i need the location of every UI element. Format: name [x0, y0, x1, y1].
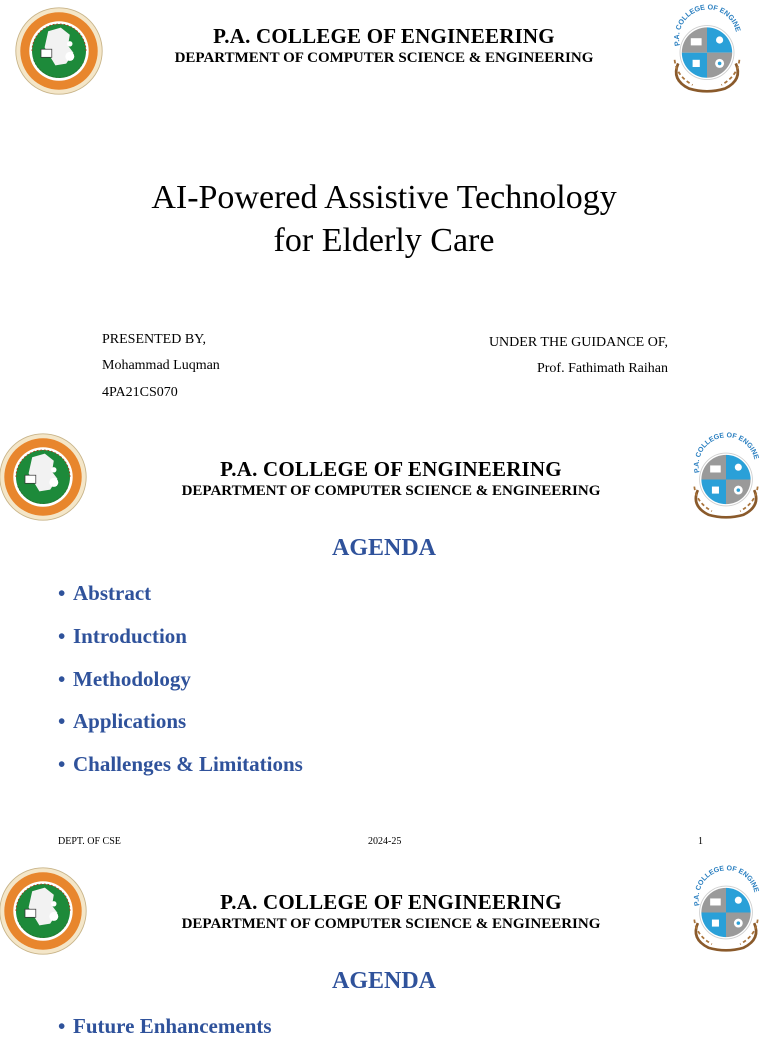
agenda-heading: AGENDA — [331, 968, 436, 994]
presented-by-label: PRESENTED BY, — [102, 332, 206, 347]
guidance-label: UNDER THE GUIDANCE OF, — [488, 335, 668, 350]
bullet-icon: • — [58, 1014, 66, 1038]
student-name: Mohammad Luqman — [102, 358, 220, 373]
title-line-1: AI-Powered Assistive Technology — [151, 179, 617, 216]
department-name: DEPARTMENT OF COMPUTER SCIENCE & ENGINEERING — [181, 483, 601, 499]
agenda-item: • Applications — [58, 709, 187, 734]
agenda-item: • Challenges & Limitations — [58, 752, 303, 777]
agenda-item: • Abstract — [58, 581, 152, 605]
department-name: DEPARTMENT OF COMPUTER SCIENCE & ENGINEERING — [174, 50, 594, 66]
title-line-2: for Elderly Care — [273, 222, 495, 259]
agenda-list — [58, 1012, 272, 1055]
agenda-item: • Introduction — [58, 623, 187, 648]
title-slide — [0, 0, 768, 425]
footer-dept: DEPT. OF CSE — [58, 836, 121, 847]
footer-year: 2024-25 — [368, 836, 402, 847]
agenda-item: • Methodology — [58, 666, 191, 691]
bullet-icon: • — [58, 581, 66, 605]
bullet-icon: • — [58, 666, 66, 691]
college-name: P.A. COLLEGE OF ENGINEERING — [220, 457, 562, 481]
footer-page-number: 1 — [698, 836, 703, 847]
bullet-icon: • — [58, 752, 66, 777]
guide-name: Prof. Fathimath Raihan — [536, 361, 668, 376]
agenda-slide-2 — [0, 856, 768, 1038]
bullet-icon: • — [58, 623, 66, 648]
student-usn: 4PA21CS070 — [102, 385, 178, 400]
college-name: P.A. COLLEGE OF ENGINEERING — [220, 890, 562, 914]
agenda-heading: AGENDA — [331, 535, 436, 561]
department-name: DEPARTMENT OF COMPUTER SCIENCE & ENGINEERING — [181, 916, 601, 932]
bullet-icon: • — [58, 709, 66, 734]
agenda-item: • Future Enhancements — [58, 1014, 272, 1038]
agenda-slide — [0, 425, 768, 856]
college-name: P.A. COLLEGE OF ENGINEERING — [213, 24, 555, 48]
presentation-title — [0, 176, 768, 262]
agenda-list — [58, 579, 303, 793]
cse-department-emblem-icon — [662, 2, 752, 96]
